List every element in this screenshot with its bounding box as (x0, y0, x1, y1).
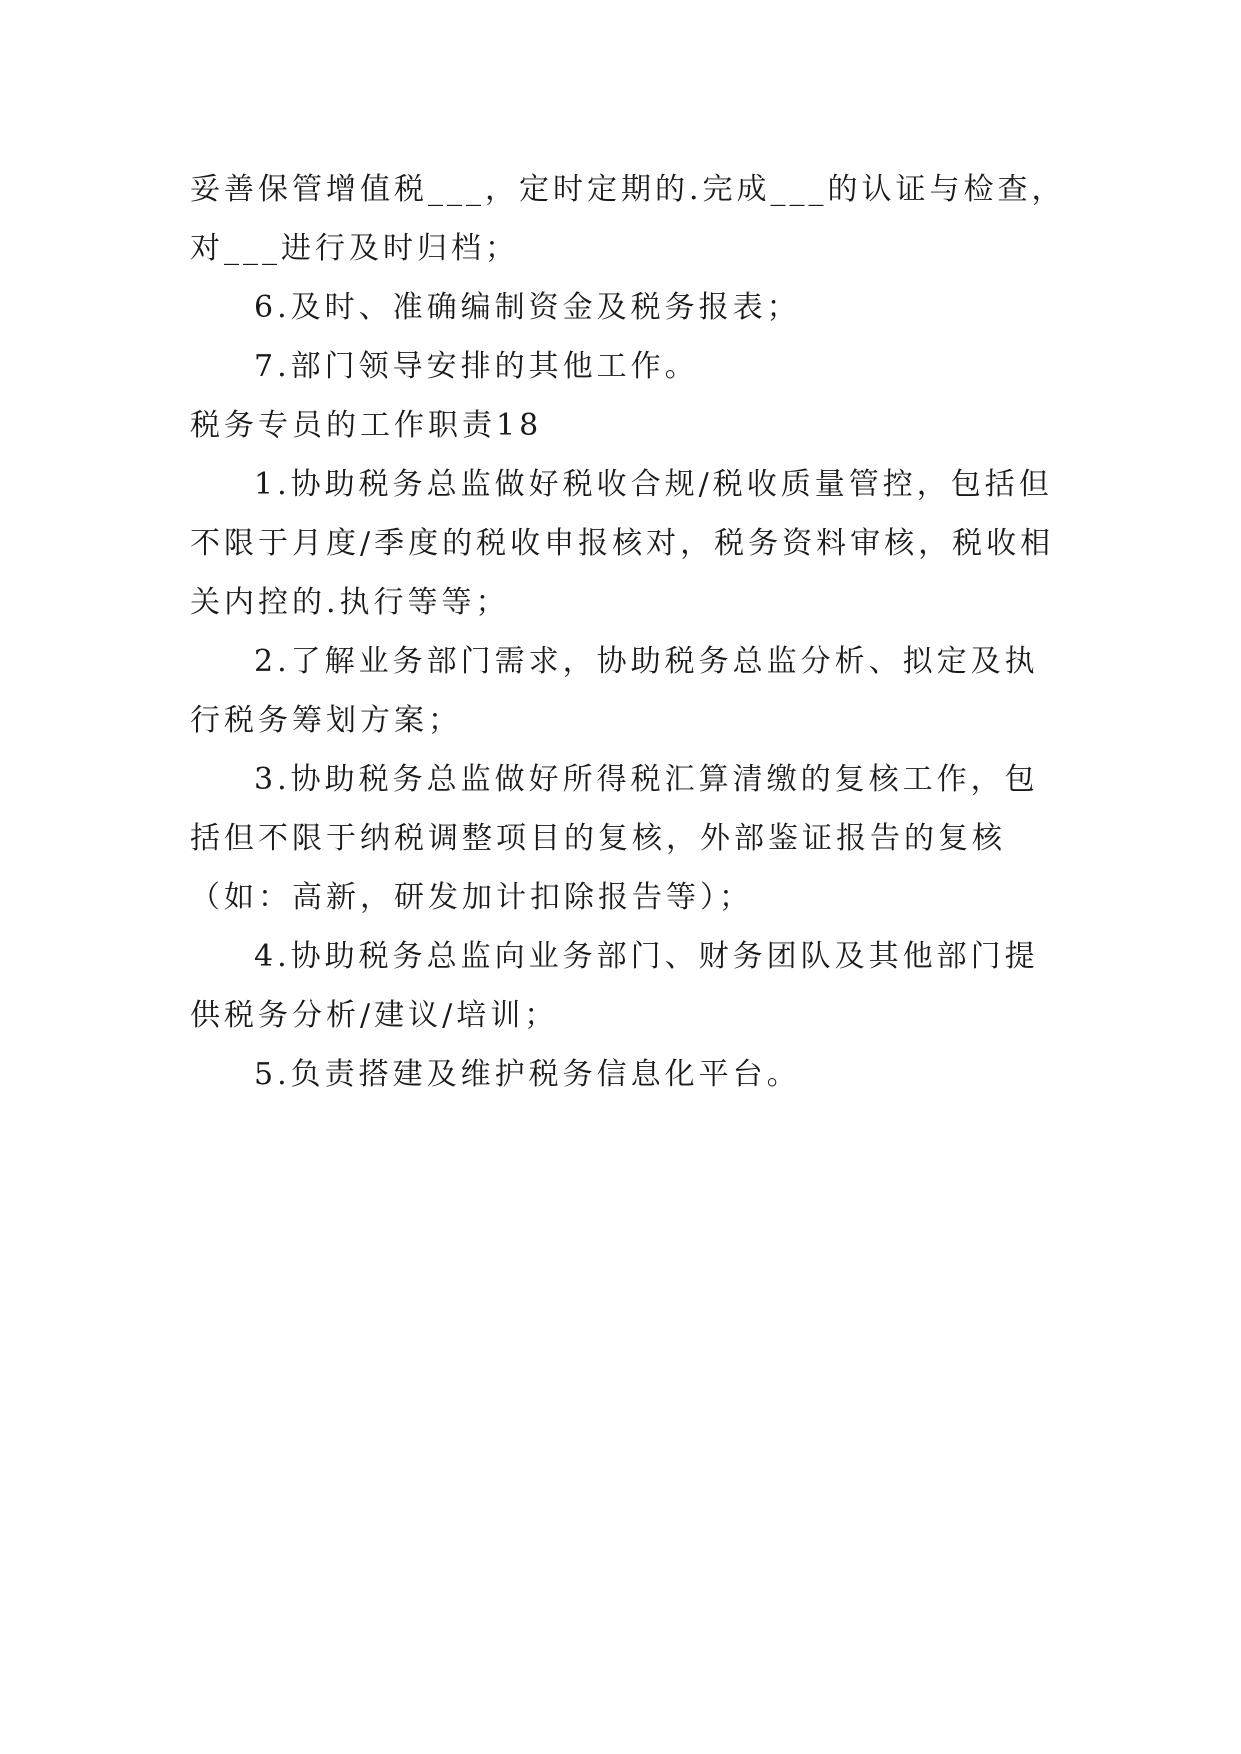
document-body (190, 160, 1070, 1104)
list-item: 1.协助税务总监做好税收合规/税收质量管控，包括但不限于月度/季度的税收申报核对，税务资料审核，税收相关内控的.执行等等； (190, 467, 1055, 620)
list-item: 2.了解业务部门需求，协助税务总监分析、拟定及执行税务筹划方案； (190, 644, 1039, 738)
list-item: 5.负责搭建及维护税务信息化平台。 (254, 1057, 801, 1092)
list-item: 3.协助税务总监做好所得税汇算清缴的复核工作，包括但不限于纳税调整项目的复核，外部鉴证报告的复核（如：高新，研发加计扣除报告等）； (190, 762, 1039, 915)
list-item: 6.及时、准确编制资金及税务报表； (254, 290, 801, 325)
continued-paragraph: 妥善保管增值税___，定时定期的.完成___的认证与检查，对___进行及时归档； (190, 172, 1066, 266)
section-title: 税务专员的工作职责18 (190, 408, 543, 443)
list-item: 4.协助税务总监向业务部门、财务团队及其他部门提供税务分析/建议/培训； (190, 939, 1039, 1033)
list-item: 7.部门领导安排的其他工作。 (254, 349, 699, 384)
